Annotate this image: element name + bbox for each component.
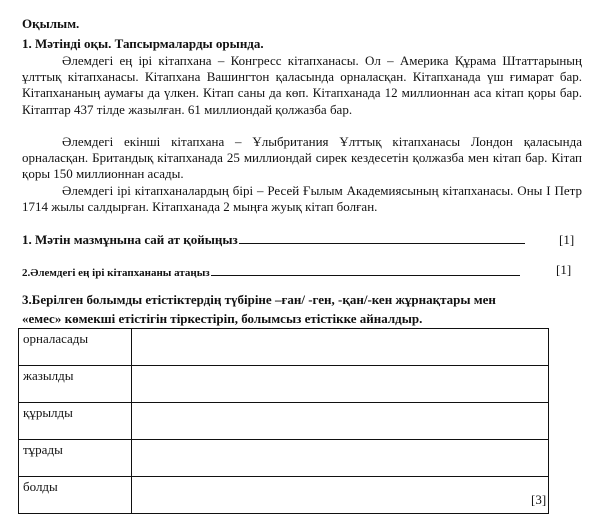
verb-cell: орналасады	[19, 329, 132, 366]
question-2	[22, 264, 520, 279]
verb-cell: тұрады	[19, 440, 132, 477]
question-2-text: 2.Әлемдегі ең ірі кітапхананы атаңыз	[22, 267, 210, 279]
question-1	[22, 232, 525, 248]
table-row	[19, 440, 549, 477]
answer-cell[interactable]	[132, 366, 549, 403]
verb-cell: жазылды	[19, 366, 132, 403]
task3-score: [3]	[531, 492, 547, 507]
answer-cell[interactable]	[132, 477, 549, 514]
table-row	[19, 403, 549, 440]
answer-cell[interactable]	[132, 403, 549, 440]
question-1-score: [1]	[559, 232, 575, 247]
question-1-answer-line[interactable]	[239, 232, 525, 244]
answer-cell[interactable]	[132, 440, 549, 477]
section-title: Оқылым.	[22, 16, 80, 31]
task3-instruction-line2: «емес» көмекші етістігін тіркестіріп, болымсыз етістікке айналдыр.	[22, 311, 423, 326]
paragraph-3: Әлемдегі ірі кітапханалардың бірі – Ресей Ғылым Академиясының кітапханасы. Оны I Петр 1714 жылы салдырған. Кітапханада 2 мыңға жуық кітап болған.	[22, 183, 582, 215]
paragraph-1: Әлемдегі ең ірі кітапхана – Конгресс кітапханасы. Ол – Америка Құрама Штаттарының ұлттық кітапханасы. Кітапхана Вашингтон қаласында орналасқан. Кітапханада үш ғимарат бар. Кітапхананың аумағы да үлкен. Кітап саны да көп. Кітапханада 12 миллионнан аса кітап қоры бар. Кітаптар 437 тілде жазылған. 61 миллиондай қолжазба бар.	[22, 53, 582, 117]
table-row	[19, 366, 549, 403]
paragraph-2: Әлемдегі екінші кітапхана – Ұлыбритания Ұлттық кітапханасы Лондон қаласында орналасқан. Британдық кітапханада 25 миллиондай сирек кездесетін қолжазба мен кітап бар. Кітап қоры 150 миллионнан асады.	[22, 134, 582, 182]
question-2-score: [1]	[556, 262, 572, 277]
question-1-text: 1. Мәтін мазмұнына сай ат қойыңыз	[22, 232, 238, 247]
task1-heading: 1. Мәтінді оқы. Тапсырмаларды орында.	[22, 36, 264, 51]
verb-cell: болды	[19, 477, 132, 514]
verb-cell: құрылды	[19, 403, 132, 440]
task3-instruction-line1: 3.Берілген болымды етістіктердің түбіріне –ған/ -ген, -қан/-кен жұрнақтары мен	[22, 292, 496, 307]
table-row	[19, 477, 549, 514]
table-row	[19, 329, 549, 366]
answer-cell[interactable]	[132, 329, 549, 366]
question-2-answer-line[interactable]	[211, 264, 520, 276]
answer-table	[18, 328, 549, 514]
